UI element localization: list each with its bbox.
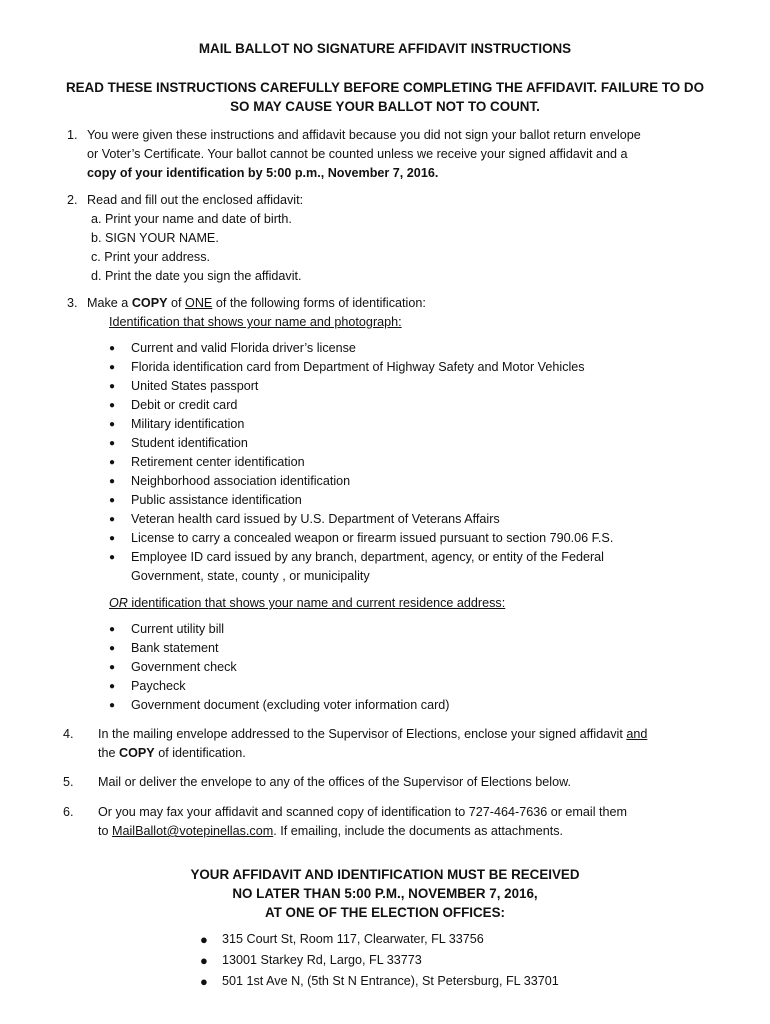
office-address: 315 Court St, Room 117, Clearwater, FL 33756 [222, 932, 484, 946]
bullet-icon: ● [109, 400, 116, 411]
bullet-icon: ● [109, 643, 116, 654]
item-6-number: 6. [63, 805, 74, 819]
bullet-icon: ● [109, 362, 116, 373]
list-item: Paycheck [131, 679, 186, 693]
bullet-icon: ● [109, 381, 116, 392]
list-item: United States passport [131, 379, 259, 393]
bullet-icon: ● [109, 624, 116, 635]
photo-id-heading: Identification that shows your name and photograph: [109, 315, 402, 329]
list-item: Current utility bill [131, 622, 225, 636]
item-4-line-2: the COPY of identification. [98, 746, 246, 760]
item-2-text: Read and fill out the enclosed affidavit: [87, 193, 304, 207]
office-address: 13001 Starkey Rd, Largo, FL 33773 [222, 953, 422, 967]
item-2-number: 2. [67, 193, 78, 207]
item-5-text: Mail or deliver the envelope to any of the offices of the Supervisor of Elections below. [98, 775, 572, 789]
address-id-heading: OR identification that shows your name and current residence address: [109, 596, 506, 610]
and-emphasis: and [626, 727, 648, 741]
list-item: Retirement center identification [131, 455, 305, 469]
deadline-line-1: YOUR AFFIDAVIT AND IDENTIFICATION MUST BE RECEIVED [190, 867, 580, 882]
list-item-continuation: Government, state, county , or municipality [131, 569, 370, 583]
item-2-sub-b: b. SIGN YOUR NAME. [91, 231, 219, 245]
list-item: Neighborhood association identification [131, 474, 351, 488]
item-2-sub-a: a. Print your name and date of birth. [91, 212, 292, 226]
item-3-number: 3. [67, 296, 78, 310]
bullet-icon: ● [109, 681, 116, 692]
warning-line-2: SO MAY CAUSE YOUR BALLOT NOT TO COUNT. [230, 99, 540, 114]
bullet-icon: ● [109, 552, 116, 563]
item-5-number: 5. [63, 775, 74, 789]
office-address: 501 1st Ave N, (5th St N Entrance), St Petersburg, FL 33701 [222, 974, 559, 988]
bullet-icon: ● [109, 438, 116, 449]
bullet-icon: ● [109, 662, 116, 673]
bullet-icon: ● [109, 476, 116, 487]
bullet-icon: ● [109, 514, 116, 525]
item-2-sub-c: c. Print your address. [91, 250, 210, 264]
item-4-line-1: In the mailing envelope addressed to the Supervisor of Elections, enclose your signed affidavit and [98, 727, 648, 741]
list-item: License to carry a concealed weapon or firearm issued pursuant to section 790.06 F.S. [131, 531, 614, 545]
list-item: Debit or credit card [131, 398, 238, 412]
list-item: Bank statement [131, 641, 219, 655]
item-2-sub-d: d. Print the date you sign the affidavit. [91, 269, 302, 283]
item-6-line-1: Or you may fax your affidavit and scanned copy of identification to 727-464-7636 or email them [98, 805, 628, 819]
item-1-number: 1. [67, 128, 78, 142]
warning-line-1: READ THESE INSTRUCTIONS CAREFULLY BEFORE COMPLETING THE AFFIDAVIT. FAILURE TO DO [65, 80, 705, 95]
bullet-icon: ● [109, 343, 116, 354]
email-link[interactable]: MailBallot@votepinellas.com [112, 824, 274, 838]
one-emphasis: ONE [185, 296, 213, 310]
list-item: Public assistance identification [131, 493, 302, 507]
bullet-icon: ● [200, 953, 208, 968]
bullet-icon: ● [109, 419, 116, 430]
list-item: Current and valid Florida driver’s license [131, 341, 356, 355]
item-1-line-2: or Voter’s Certificate. Your ballot cannot be counted unless we receive your signed affidavit and a [87, 147, 628, 161]
item-4-number: 4. [63, 727, 74, 741]
copy-emphasis: COPY [119, 746, 155, 760]
item-1-line-3: copy of your identification by 5:00 p.m., November 7, 2016. [87, 166, 439, 180]
bullet-icon: ● [200, 932, 208, 947]
bullet-icon: ● [200, 974, 208, 989]
list-item: Student identification [131, 436, 248, 450]
item-6-line-2: to MailBallot@votepinellas.com. If emailing, include the documents as attachments. [98, 824, 564, 838]
list-item: Employee ID card issued by any branch, department, agency, or entity of the Federal [131, 550, 604, 564]
bullet-icon: ● [109, 495, 116, 506]
list-item: Government document (excluding voter information card) [131, 698, 450, 712]
or-emphasis: OR [109, 596, 128, 610]
bullet-icon: ● [109, 700, 116, 711]
item-1-line-1: You were given these instructions and affidavit because you did not sign your ballot return envelope [87, 128, 641, 142]
bullet-icon: ● [109, 533, 116, 544]
copy-emphasis: COPY [131, 296, 168, 310]
item-3-text: Make a COPY of ONE of the following forms of identification: [87, 296, 426, 310]
list-item: Florida identification card from Department of Highway Safety and Motor Vehicles [131, 360, 585, 374]
list-item: Government check [131, 660, 237, 674]
list-item: Veteran health card issued by U.S. Department of Veterans Affairs [131, 512, 500, 526]
deadline-line-3: AT ONE OF THE ELECTION OFFICES: [264, 905, 506, 920]
list-item: Military identification [131, 417, 245, 431]
bullet-icon: ● [109, 457, 116, 468]
deadline-line-2: NO LATER THAN 5:00 P.M., NOVEMBER 7, 2016, [232, 886, 538, 901]
page-title: MAIL BALLOT NO SIGNATURE AFFIDAVIT INSTRUCTIONS [198, 41, 572, 56]
